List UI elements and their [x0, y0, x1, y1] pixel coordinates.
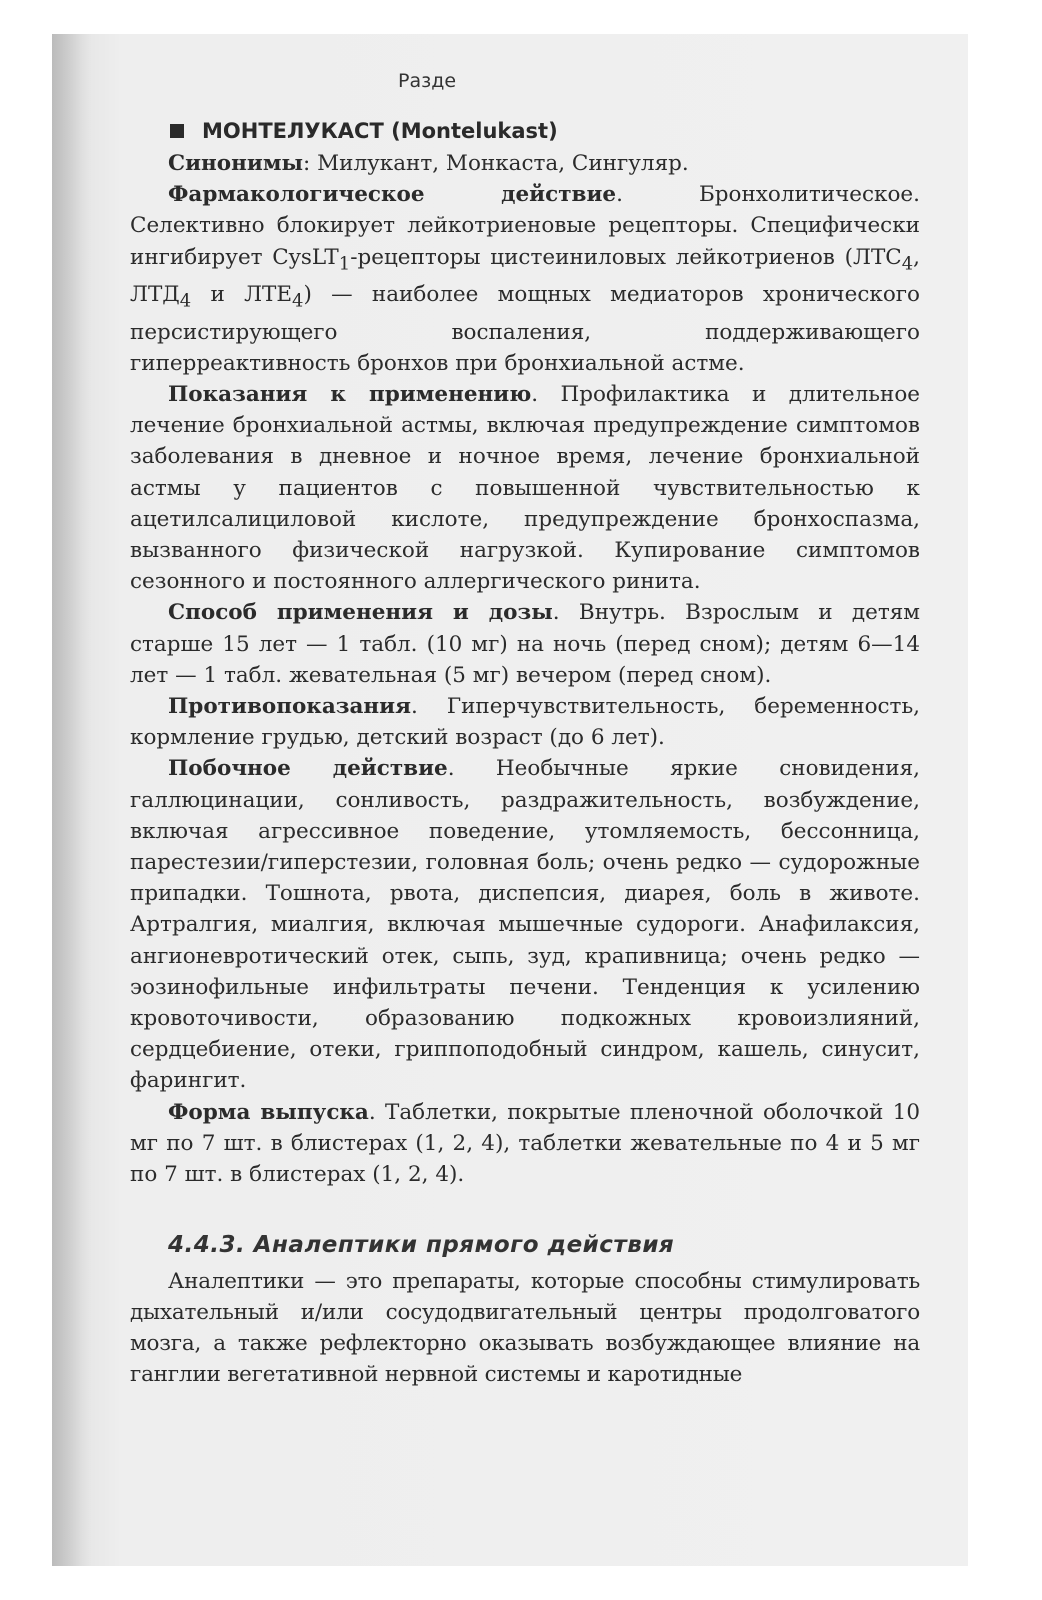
side-effects-paragraph	[130, 753, 920, 1096]
release-form-label: Форма выпуска	[168, 1099, 369, 1125]
synonyms-text: : Милукант, Монкаста, Сингуляр.	[303, 151, 689, 176]
synonyms-label: Синонимы	[168, 151, 304, 176]
dosage-label: Способ применения и дозы	[168, 600, 553, 626]
drug-title	[170, 114, 558, 148]
pharmacology-text: . Бронхолитическое. Селективно блокирует лейкотриеновые рецепторы. Специфически ингибирует CysLT	[130, 182, 920, 270]
pharmacology-text: , ЛТД	[130, 244, 920, 308]
square-bullet-icon	[170, 124, 184, 138]
indications-paragraph	[130, 379, 920, 597]
side-effects-label: Побочное действие	[168, 756, 448, 782]
pharmacology-text: ) — наиболее мощных медиаторов хронического персистирующего воспаления, поддерживающего гиперреактивность бронхов при бронхиальной астме.	[130, 282, 920, 376]
dosage-text: . Внутрь. Взрослым и детям старше 15 лет — 1 табл. (10 мг) на ночь (перед сном); детям 6—14 лет — 1 табл. жевательная (5 мг) вечером (перед сном).	[130, 600, 921, 688]
contraindications-text: . Гиперчувствительность, беременность, кормление грудью, детский возраст (до 6 лет).	[130, 694, 920, 751]
dosage-paragraph	[130, 597, 920, 691]
article-body	[130, 148, 920, 1390]
subscript: 4	[292, 290, 304, 312]
side-effects-text: . Необычные яркие сновидения, галлюцинации, сонливость, раздражительность, возбуждение, включая агрессивное поведение, утомляемость, бессонница, парестезии/гиперстезии, головная боль; очень редко — судорожные припадки. Тошнота, рвота, диспепсия, диарея, боль в животе. Артралгия, миалгия, включая мышечные судороги. Анафилаксия, ангионевротический отек, сыпь, зуд, крапивница; очень редко — эозинофильные инфильтраты печени. Тенденция к усилению кровоточивости, образованию подкожных кровоизлияний, сердцебиение, отеки, гриппоподобный синдром, кашель, синусит, фарингит.	[130, 756, 920, 1094]
release-form-paragraph	[130, 1097, 920, 1191]
contraindications-paragraph	[130, 691, 920, 753]
drug-title-text: МОНТЕЛУКАСТ (Montelukast)	[202, 119, 558, 143]
subscript: 4	[901, 252, 914, 274]
indications-label: Показания к применению	[168, 382, 532, 408]
pharmacology-paragraph	[130, 179, 920, 379]
contraindications-label: Противопоказания	[168, 694, 411, 720]
subscript: 4	[179, 290, 192, 312]
running-head: Разде	[398, 70, 457, 92]
pharmacology-label: Фармакологическое действие	[168, 182, 617, 208]
subscript: 1	[338, 252, 351, 274]
release-form-text: . Таблетки, покрытые пленочной оболочкой 10 мг по 7 шт. в блистерах (1, 2, 4), таблетки жевательные по 4 и 5 мг по 7 шт. в блистерах (1, 2, 4).	[130, 1099, 921, 1188]
analeptics-intro-paragraph: Аналептики — это препараты, которые способны стимулировать дыхательный и/или сосудодвигательный центры продолговатого мозга, а также рефлекторно оказывать возбуждающее влияние на ганглии вегетативной нервной системы и каротидные	[130, 1268, 920, 1388]
section-heading: 4.4.3. Аналептики прямого действия	[168, 1232, 675, 1259]
synonyms-paragraph	[130, 148, 920, 179]
pharmacology-text: -рецепторы цистеиниловых лейкотриенов (ЛТС	[350, 244, 902, 270]
indications-text: . Профилактика и длительное лечение бронхиальной астмы, включая предупреждение симптомов заболевания в дневное и ночное время, лечение бронхиальной астмы у пациентов с повышенной чувствительностью к ацетилсалициловой кислоте, предупреждение бронхоспазма, вызванного физической нагрузкой. Купирование симптомов сезонного и постоянного аллергического ринита.	[130, 382, 920, 595]
pharmacology-text: и ЛТЕ	[191, 282, 293, 308]
